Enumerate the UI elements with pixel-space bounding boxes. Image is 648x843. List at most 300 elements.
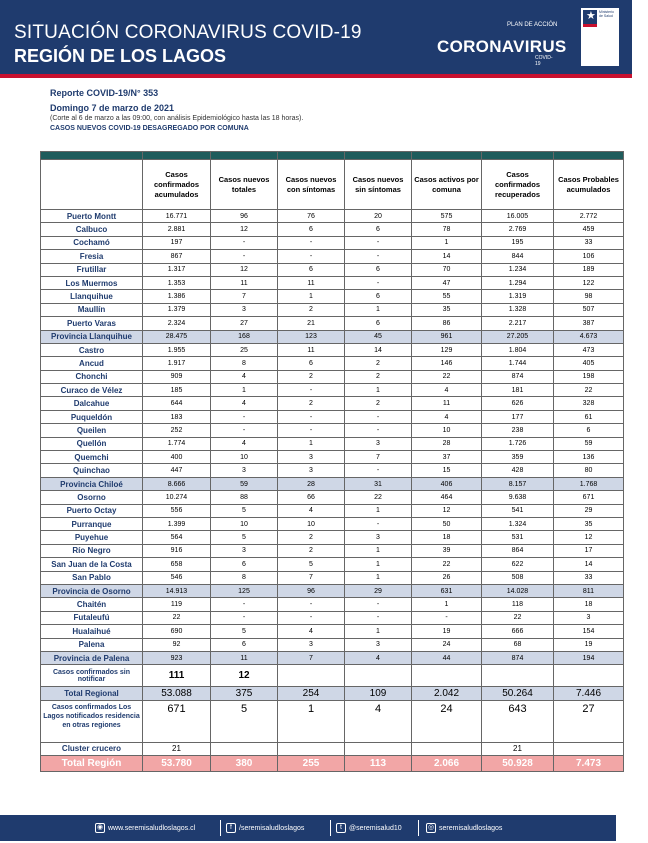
cell: - [211,424,278,437]
cell: 27 [554,700,624,742]
cell: 1.955 [143,343,211,356]
comuna-row [41,558,624,571]
cell: 181 [482,384,554,397]
cell: 22 [412,370,482,383]
cell: 4 [211,437,278,450]
cell: 1.726 [482,437,554,450]
cell: - [211,236,278,249]
cell: 6 [211,638,278,651]
cell: 111 [143,665,211,687]
footer-twitter-text: @seremisalud10 [349,824,402,832]
cell: 12 [211,263,278,276]
row-label: Llanquihue [41,290,143,303]
cell: 50.928 [482,756,554,772]
cell: 874 [482,370,554,383]
cell: - [278,384,345,397]
cell: 35 [412,303,482,316]
cell: 4.673 [554,330,624,343]
cell: 1.774 [143,437,211,450]
cell: 5 [211,700,278,742]
cell: 109 [345,687,412,700]
comuna-row [41,223,624,236]
cell: 70 [412,263,482,276]
cell: 459 [554,223,624,236]
cell: 2 [278,531,345,544]
cell: 11 [278,276,345,289]
cell: 1 [412,236,482,249]
cell: 6 [278,223,345,236]
cell: - [345,598,412,611]
cell: 546 [143,571,211,584]
report-meta [50,88,303,132]
cell: 447 [143,464,211,477]
comuna-row [41,397,624,410]
cell: 197 [143,236,211,249]
report-number: Reporte COVID-19/N° 353 [50,88,159,98]
comuna-row [41,611,624,624]
footer-bar [0,815,616,841]
row-label: Provincia de Osorno [41,584,143,597]
cell: 136 [554,451,624,464]
comuna-row [41,437,624,450]
table-top-band [41,152,624,160]
cell: 76 [278,210,345,223]
cell: 1.324 [482,517,554,530]
cell: 1.804 [482,343,554,356]
cell: 53.780 [143,756,211,772]
cell: 1 [345,571,412,584]
cell: 406 [412,477,482,490]
logo-coronavirus-text: CORONAVIRUS [437,37,567,56]
cell: 12 [211,223,278,236]
cell: 2 [345,370,412,383]
cell: 6 [278,357,345,370]
cell: 1 [278,290,345,303]
cell: 6 [345,317,412,330]
row-label: Chonchi [41,370,143,383]
province-row [41,651,624,664]
row-label: Fresia [41,250,143,263]
cell: 4 [211,397,278,410]
footer-facebook-text: /seremisaludloslagos [239,824,305,832]
cell: 1 [345,558,412,571]
cell: 473 [554,343,624,356]
cell: - [211,598,278,611]
cell: - [345,236,412,249]
table-header-row [41,160,624,210]
row-label: Ancud [41,357,143,370]
cell: 671 [554,491,624,504]
cell: 22 [143,611,211,624]
cell: 4 [345,651,412,664]
cell: 564 [143,531,211,544]
cell: 16.771 [143,210,211,223]
cell: 1.234 [482,263,554,276]
cell: 12 [412,504,482,517]
cases-table [40,151,624,772]
col-header: Casos nuevos sin síntomas [345,160,412,210]
row-label: Casos confirmados Los Lagos notificados residencia en otras regiones [41,700,143,742]
otras-regiones-row [41,700,624,742]
cell: 28.475 [143,330,211,343]
cell: 19 [412,625,482,638]
report-subtitle: CASOS NUEVOS COVID-19 DESAGREGADO POR COMUNA [50,125,249,132]
cell: 4 [412,410,482,423]
row-label: Provincia Llanquihue [41,330,143,343]
cell: 811 [554,584,624,597]
comuna-row [41,517,624,530]
cell: 50.264 [482,687,554,700]
cell: - [278,424,345,437]
instagram-icon: ◎ [427,824,435,831]
cell: 33 [554,571,624,584]
cell: 7 [211,290,278,303]
cell: 626 [482,397,554,410]
gobierno-logo: ★ Ministerio de Salud [581,8,619,66]
comuna-row [41,598,624,611]
cell: 122 [554,276,624,289]
cell: 47 [412,276,482,289]
cell: 1.328 [482,303,554,316]
header-empty [41,160,143,210]
cell: 4 [211,370,278,383]
footer-facebook-link[interactable] [226,823,304,833]
cell: 39 [412,544,482,557]
cell: - [412,611,482,624]
cell: 2.881 [143,223,211,236]
facebook-icon: f [226,823,236,833]
cell: 6 [345,263,412,276]
comuna-row [41,210,624,223]
cell: 25 [211,343,278,356]
comuna-row [41,424,624,437]
cell: 18 [554,598,624,611]
comuna-row [41,236,624,249]
cell: 909 [143,370,211,383]
cell: 19 [554,638,624,651]
cell: 119 [143,598,211,611]
cell: 168 [211,330,278,343]
comuna-row [41,303,624,316]
cell: 189 [554,263,624,276]
comuna-row [41,250,624,263]
cell: 146 [412,357,482,370]
cell: 4 [345,700,412,742]
row-label: Cochamó [41,236,143,249]
comuna-row [41,531,624,544]
report-date: Domingo 7 de marzo de 2021 [50,103,175,113]
cell: 10 [278,517,345,530]
cell: 125 [211,584,278,597]
comuna-row [41,571,624,584]
cell: 10 [211,451,278,464]
row-label: Quellón [41,437,143,450]
row-label: Provincia de Palena [41,651,143,664]
cell: 11 [412,397,482,410]
cell: 3 [278,464,345,477]
cell: 11 [211,651,278,664]
cell: 3 [211,544,278,557]
cell: 15 [412,464,482,477]
cell: 154 [554,625,624,638]
cell: 3 [278,638,345,651]
cell: 375 [211,687,278,700]
cell: 27.205 [482,330,554,343]
cell: 400 [143,451,211,464]
cell: 10 [211,517,278,530]
cell: 21 [278,317,345,330]
row-label: Purranque [41,517,143,530]
cell: 14.913 [143,584,211,597]
cell: 2.042 [412,687,482,700]
cell: - [345,517,412,530]
cell: 7.473 [554,756,624,772]
cell: 86 [412,317,482,330]
row-label: Puyehue [41,531,143,544]
cell: 4 [278,625,345,638]
cell: 2 [278,303,345,316]
province-row [41,584,624,597]
row-label: Queilen [41,424,143,437]
col-header: Casos nuevos con síntomas [278,160,345,210]
gov-logo-text: Ministerio de Salud [599,10,614,18]
twitter-icon: t [336,823,346,833]
cell: 16.005 [482,210,554,223]
cell: 22 [412,558,482,571]
cell: 1.768 [554,477,624,490]
cell: - [345,611,412,624]
sin-notificar-row [41,665,624,687]
row-label: Dalcahue [41,397,143,410]
cell: 631 [412,584,482,597]
cell: 5 [211,504,278,517]
cell: 238 [482,424,554,437]
cell: 66 [278,491,345,504]
cell: 1.399 [143,517,211,530]
row-label: Maullín [41,303,143,316]
row-label: San Juan de la Costa [41,558,143,571]
cell: 531 [482,531,554,544]
cell: 8.157 [482,477,554,490]
cell: 92 [143,638,211,651]
cell: - [278,410,345,423]
cell: 1 [345,544,412,557]
cell: 44 [412,651,482,664]
cell: - [345,464,412,477]
cell: 622 [482,558,554,571]
cell: 12 [211,665,278,687]
cell: 2.066 [412,756,482,772]
cell: 3 [211,303,278,316]
comuna-row [41,370,624,383]
cell: 14 [412,250,482,263]
row-label: Cluster crucero [41,742,143,755]
header-title: SITUACIÓN CORONAVIRUS COVID-19 [14,22,362,43]
footer-web-link[interactable] [95,823,195,833]
cell: 21 [482,742,554,755]
cell: 14 [554,558,624,571]
cell: 6 [554,424,624,437]
cell: 359 [482,451,554,464]
row-label: Puerto Montt [41,210,143,223]
cell: 3 [278,451,345,464]
cell: 2.769 [482,223,554,236]
cell: 1.319 [482,290,554,303]
cell: 508 [482,571,554,584]
cell: 198 [554,370,624,383]
cell: 22 [345,491,412,504]
cell: 3 [345,531,412,544]
cell: 1 [278,437,345,450]
cell: 129 [412,343,482,356]
cell: 3 [345,437,412,450]
cell: 26 [412,571,482,584]
logo-plan-text: PLAN DE ACCIÓN [507,22,558,28]
cell: 2.217 [482,317,554,330]
globe-icon: ◉ [96,824,104,831]
cell: 78 [412,223,482,236]
cell: 8.666 [143,477,211,490]
cell: 18 [412,531,482,544]
cell: 1.386 [143,290,211,303]
cell: - [345,410,412,423]
cell: 22 [482,611,554,624]
row-label: Calbuco [41,223,143,236]
row-label: Puqueldón [41,410,143,423]
cell: 29 [345,584,412,597]
cell: 380 [211,756,278,772]
cell: 255 [278,756,345,772]
cell: 7 [278,651,345,664]
cell: 10 [412,424,482,437]
cell: 2 [345,397,412,410]
cell: 1 [345,303,412,316]
col-header: Casos Probables acumulados [554,160,624,210]
cell: 59 [211,477,278,490]
cell: 59 [554,437,624,450]
row-label: Hualaihué [41,625,143,638]
cell: 22 [554,384,624,397]
cell: 27 [211,317,278,330]
cell: 2 [278,370,345,383]
cell: 1 [211,384,278,397]
cell: 1 [345,384,412,397]
cell: 2 [345,357,412,370]
cell: 123 [278,330,345,343]
comuna-row [41,544,624,557]
cluster-crucero-row [41,742,624,755]
cell: 98 [554,290,624,303]
header-subtitle: REGIÓN DE LOS LAGOS [14,46,227,66]
cell: 6 [345,223,412,236]
cell: 4 [412,384,482,397]
cell: 185 [143,384,211,397]
cell: 5 [211,625,278,638]
row-label: Futaleufú [41,611,143,624]
cell: 24 [412,638,482,651]
cell: 1 [412,598,482,611]
row-label: San Pablo [41,571,143,584]
cell: 2 [278,397,345,410]
cell: 88 [211,491,278,504]
cell: 556 [143,504,211,517]
cell: 33 [554,236,624,249]
cell: 690 [143,625,211,638]
row-label: Curaco de Vélez [41,384,143,397]
cell: - [278,236,345,249]
cell: 3 [554,611,624,624]
cell: 31 [345,477,412,490]
cell: - [278,598,345,611]
cell: 7 [345,451,412,464]
cell: 507 [554,303,624,316]
cell: 4 [278,504,345,517]
comuna-row [41,451,624,464]
col-header: Casos nuevos totales [211,160,278,210]
comuna-row [41,263,624,276]
col-header: Casos activos por comuna [412,160,482,210]
footer-web-text: www.seremisaludloslagos.cl [108,824,196,832]
cell: 328 [554,397,624,410]
report-note: (Corte al 6 de marzo a las 09:00, con análisis Epidemiológico hasta las 18 horas). [50,115,304,122]
cell: 5 [211,531,278,544]
cell: 17 [554,544,624,557]
cell: 53.088 [143,687,211,700]
cell: 541 [482,504,554,517]
footer-twitter-link[interactable] [336,823,402,833]
cell: 874 [482,651,554,664]
province-row [41,330,624,343]
cell: 10.274 [143,491,211,504]
table-body [41,210,624,665]
cell: 195 [482,236,554,249]
cell: 29 [554,504,624,517]
cell: 867 [143,250,211,263]
row-label: Quemchi [41,451,143,464]
row-label: Puerto Varas [41,317,143,330]
cell: 428 [482,464,554,477]
cell: 1 [345,504,412,517]
cell: 3 [211,464,278,477]
cell: 1.917 [143,357,211,370]
comuna-row [41,343,624,356]
cell: 28 [412,437,482,450]
cell: - [345,424,412,437]
col-header: Casos confirmados recuperados [482,160,554,210]
cell: - [345,250,412,263]
cell: 923 [143,651,211,664]
comuna-row [41,290,624,303]
cell: 6 [345,290,412,303]
cell: 2.772 [554,210,624,223]
row-label: Total Regional [41,687,143,700]
cell: 3 [345,638,412,651]
row-label: Chaitén [41,598,143,611]
cell: 80 [554,464,624,477]
footer-instagram-link[interactable] [426,823,502,833]
cell: 864 [482,544,554,557]
cell: 14.028 [482,584,554,597]
cell: 11 [211,276,278,289]
col-header: Casos confirmados acumulados [143,160,211,210]
cell: 35 [554,517,624,530]
cell: 1 [278,700,345,742]
cell: 643 [482,700,554,742]
row-label: Palena [41,638,143,651]
cell: 11 [278,343,345,356]
footer-instagram-text: seremisaludloslagos [439,824,503,832]
cell: 2 [278,544,345,557]
